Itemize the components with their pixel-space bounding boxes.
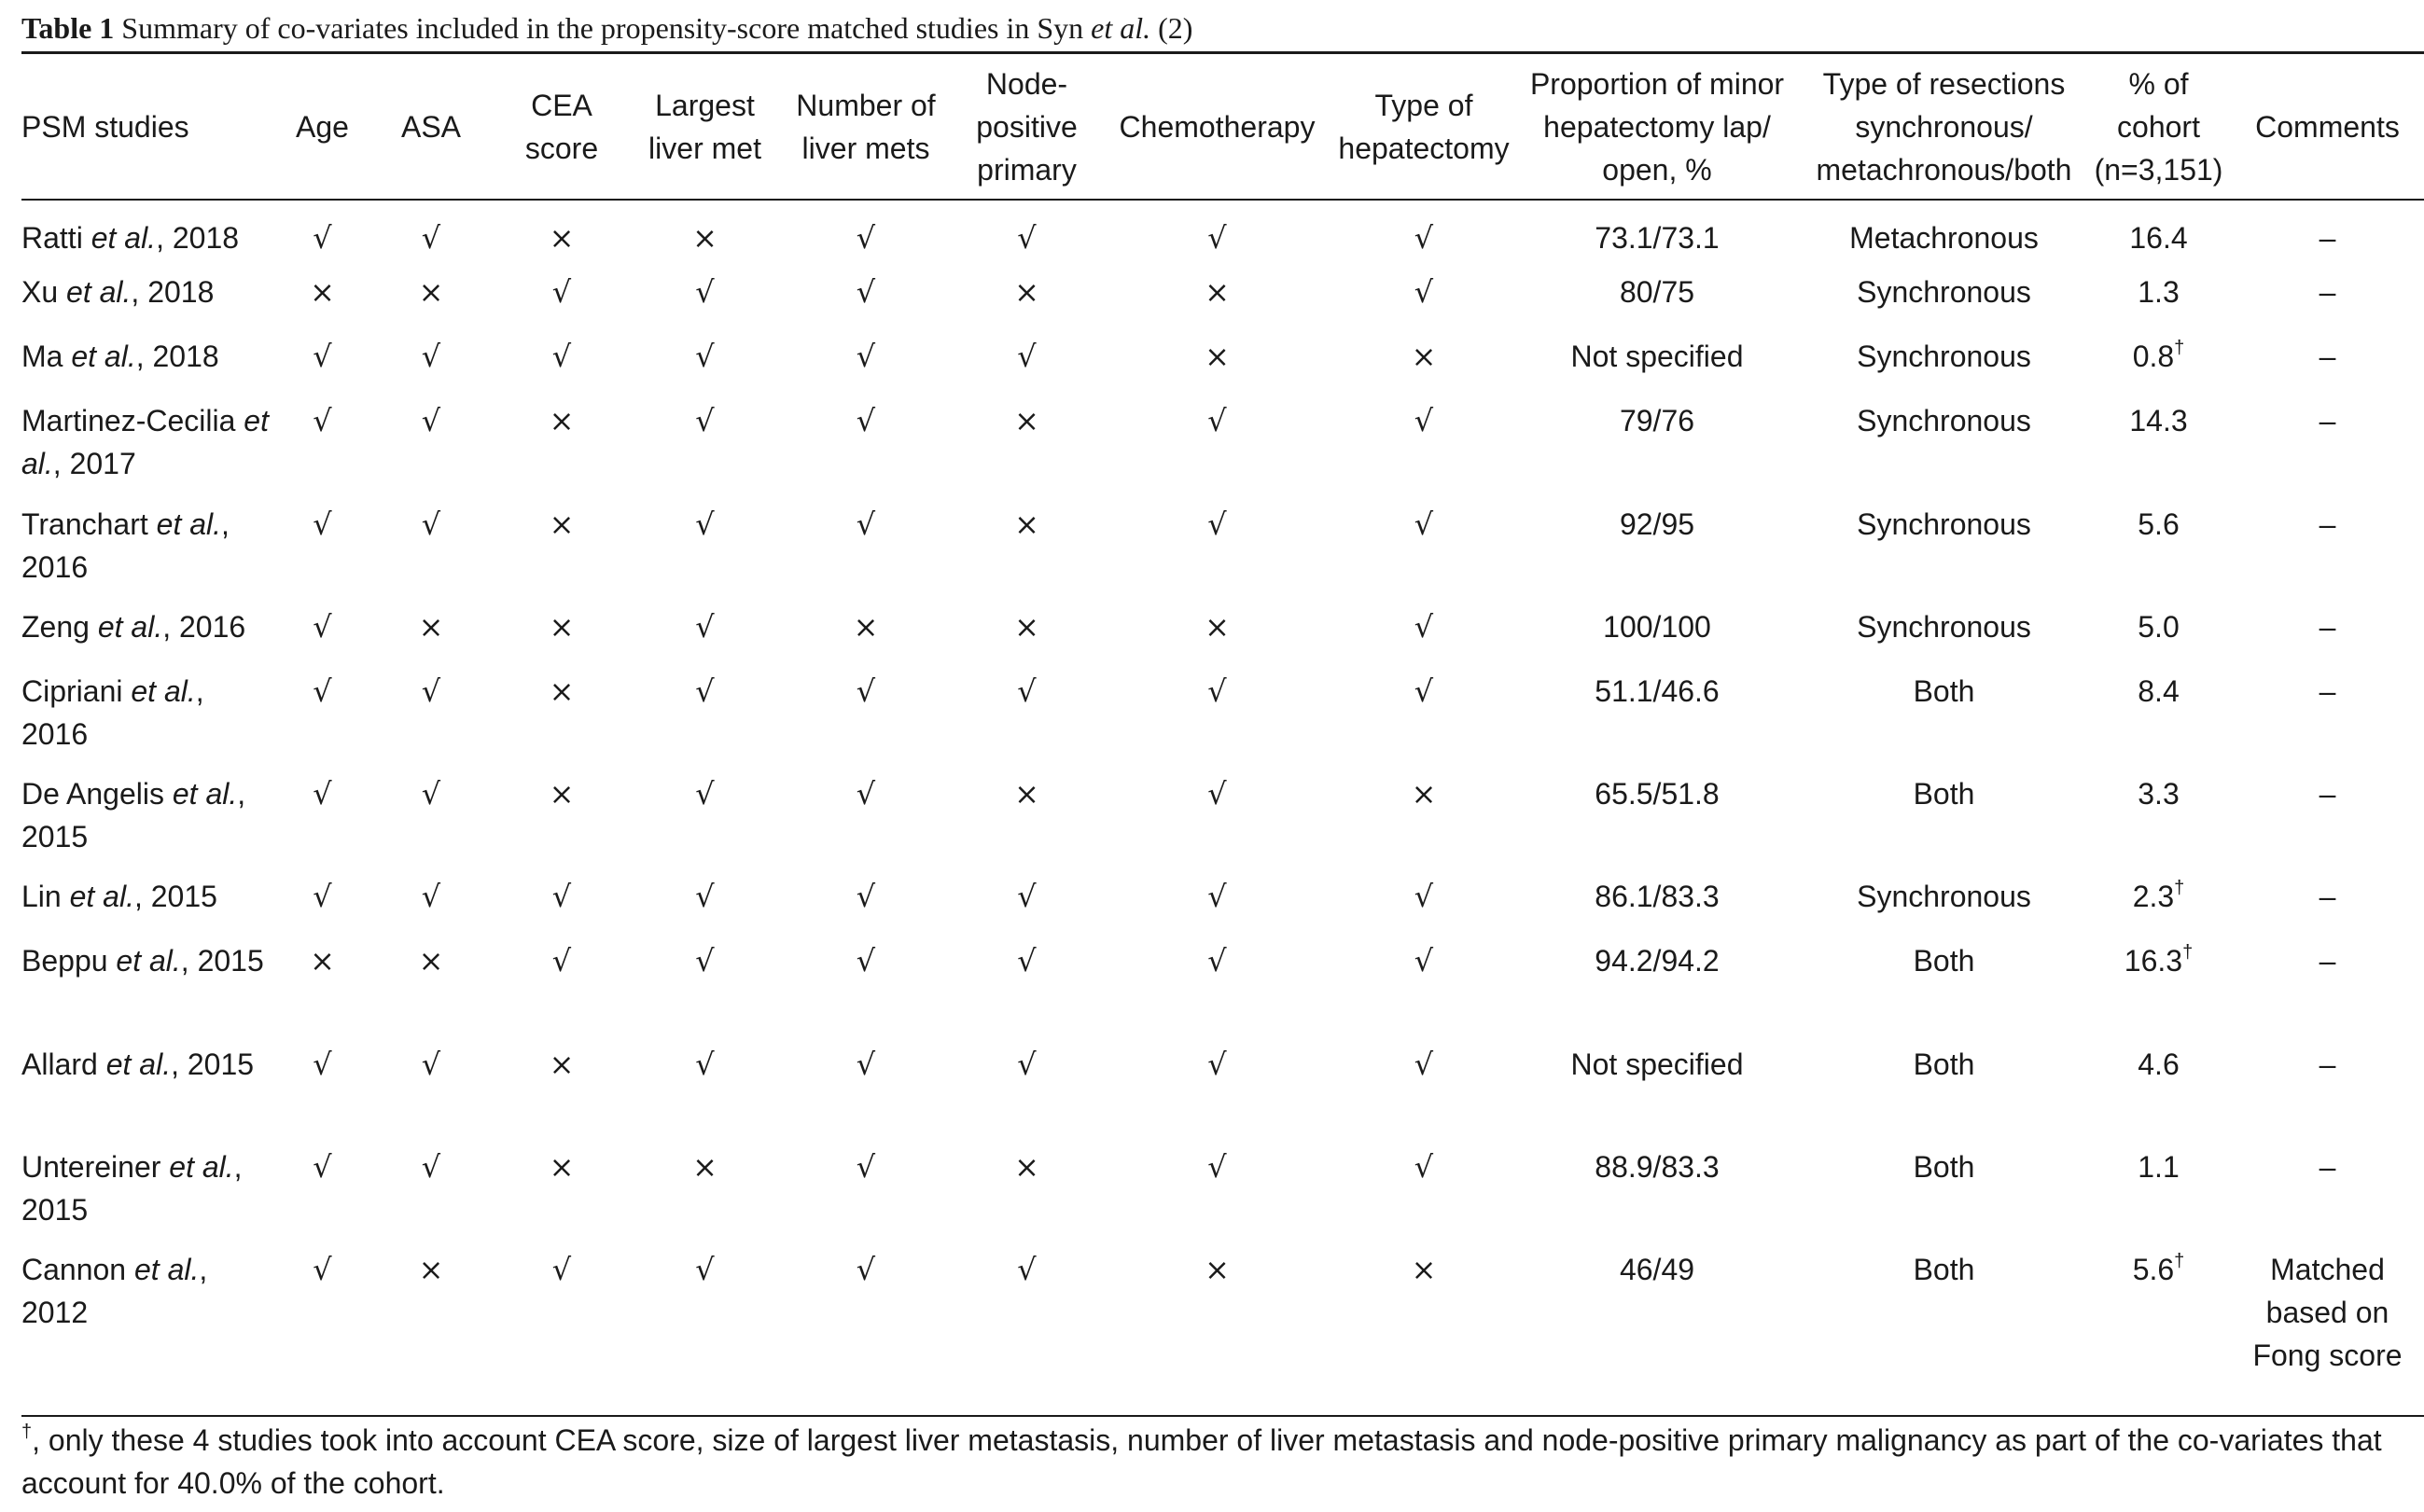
cell-asa: × (418, 274, 444, 310)
cell-study: De Angelis et al., 2015 (21, 777, 246, 853)
cell-cea: √ (551, 1252, 572, 1287)
cell-resection-type: Both (1913, 1253, 1975, 1286)
cell-chemo: √ (1207, 1047, 1227, 1082)
cell-hep-type: × (1411, 339, 1437, 374)
cell-age: √ (313, 506, 332, 542)
covariates-table (21, 54, 2424, 1397)
cell-cohort-percent: 2.3† (2132, 878, 2185, 913)
cell-node: × (1014, 506, 1039, 542)
cell-minor-proportion: 88.9/83.3 (1595, 1150, 1720, 1184)
cell-chemo: × (1205, 274, 1230, 310)
table-row (21, 934, 2424, 1037)
col-header-asa: ASA (400, 110, 462, 144)
cell-age: √ (313, 339, 332, 374)
cell-hep-type: × (1411, 776, 1437, 811)
table-row (21, 329, 2424, 394)
cell-chemo: √ (1207, 776, 1227, 811)
col-header-minor: Proportion of minor hepatectomy lap/ open, % (1529, 67, 1785, 187)
col-header-comments: Comments (2255, 110, 2400, 144)
cell-cohort-percent: 5.6† (2132, 1251, 2185, 1286)
cell-resection-type: Both (1913, 944, 1975, 978)
cell-asa: √ (421, 403, 441, 438)
cell-resection-type: Synchronous (1857, 275, 2031, 309)
cell-study: Lin et al., 2015 (21, 880, 217, 913)
header-row (21, 54, 2424, 200)
bottom-rule (21, 1415, 2424, 1417)
cell-study: Cannon et al., 2012 (21, 1253, 208, 1329)
cell-hep-type: √ (1414, 1047, 1434, 1082)
cell-number: √ (856, 506, 876, 542)
cell-node: × (1014, 403, 1039, 438)
cell-minor-proportion: 51.1/46.6 (1595, 674, 1720, 708)
cell-age: √ (313, 673, 332, 709)
cell-resection-type: Both (1913, 1150, 1975, 1184)
cell-node: × (1014, 776, 1039, 811)
cell-resection-type: Synchronous (1857, 610, 2031, 644)
cell-cea: √ (551, 943, 572, 978)
cell-cohort-percent: 16.3† (2124, 942, 2194, 978)
dagger-mark: † (2182, 942, 2194, 963)
cell-comments: – (2319, 275, 2336, 309)
cell-number: √ (856, 943, 876, 978)
cell-comments: – (2319, 340, 2336, 373)
cell-comments: – (2319, 1150, 2336, 1184)
cell-chemo: × (1205, 1252, 1230, 1287)
dagger-mark: † (2174, 338, 2185, 358)
cell-largest: √ (695, 1047, 715, 1082)
cell-chemo: × (1205, 609, 1230, 645)
cell-hep-type: √ (1414, 879, 1434, 914)
col-header-largest: Largest liver met (648, 89, 761, 165)
cell-resection-type: Synchronous (1857, 404, 2031, 437)
cell-number: √ (856, 274, 876, 310)
cell-study: Allard et al., 2015 (21, 1047, 255, 1081)
cell-number: √ (856, 1252, 876, 1287)
cell-cohort-percent: 14.3 (2129, 404, 2188, 437)
cell-cohort-percent: 0.8† (2132, 338, 2185, 373)
cell-largest: √ (695, 403, 715, 438)
footnote-dagger: † (21, 1422, 33, 1442)
cell-chemo: √ (1207, 879, 1227, 914)
dagger-mark: † (2174, 878, 2185, 898)
cell-number: √ (856, 879, 876, 914)
cell-age: × (310, 274, 335, 310)
cell-minor-proportion: 100/100 (1603, 610, 1711, 644)
cell-cea: × (549, 220, 575, 256)
cell-largest: √ (695, 339, 715, 374)
cell-asa: √ (421, 879, 441, 914)
caption-ref: (2) (1158, 11, 1193, 45)
cell-node: × (1014, 1149, 1039, 1185)
cell-number: × (853, 609, 879, 645)
cell-node: √ (1017, 220, 1037, 256)
cell-number: √ (856, 220, 876, 256)
cell-comments: – (2319, 944, 2336, 978)
cell-minor-proportion: 94.2/94.2 (1595, 944, 1720, 978)
cell-cea: × (549, 776, 575, 811)
cell-chemo: √ (1207, 1149, 1227, 1185)
footnote-text: , only these 4 studies took into account CEA score, size of largest liver metastasis, number of liver metastasis and node-positive primary malignancy as part of the co-variates that account for 40.0% of the cohort. (21, 1423, 2382, 1500)
cell-age: √ (313, 776, 332, 811)
cell-cea: √ (551, 339, 572, 374)
cell-asa: × (418, 1252, 444, 1287)
table-row (21, 265, 2424, 329)
cell-minor-proportion: 46/49 (1619, 1253, 1695, 1286)
cell-study: Cipriani et al., 2016 (21, 674, 204, 751)
cell-cohort-percent: 1.3 (2138, 275, 2180, 309)
cell-resection-type: Synchronous (1857, 340, 2031, 373)
col-header-hep-type: Type of hepatectomy (1338, 89, 1510, 165)
col-header-cea: CEA score (524, 89, 599, 165)
cell-largest: × (692, 1149, 717, 1185)
cell-hep-type: √ (1414, 1149, 1434, 1185)
cell-comments: – (2319, 221, 2336, 255)
table-row (21, 869, 2424, 934)
cell-chemo: √ (1207, 403, 1227, 438)
cell-largest: √ (695, 943, 715, 978)
cell-hep-type: √ (1414, 403, 1434, 438)
col-header-age: Age (296, 110, 349, 144)
cell-cohort-percent: 5.6 (2138, 507, 2180, 541)
cell-largest: √ (695, 776, 715, 811)
dagger-mark: † (2174, 1251, 2185, 1271)
cell-asa: √ (421, 339, 441, 374)
cell-number: √ (856, 1149, 876, 1185)
cell-largest: √ (695, 274, 715, 310)
cell-minor-proportion: 73.1/73.1 (1595, 221, 1720, 255)
cell-cea: × (549, 1047, 575, 1082)
cell-study: Zeng et al., 2016 (21, 610, 246, 644)
cell-minor-proportion: 65.5/51.8 (1595, 777, 1720, 811)
cell-age: × (310, 943, 335, 978)
cell-resection-type: Synchronous (1857, 880, 2031, 913)
cell-hep-type: √ (1414, 609, 1434, 645)
cell-chemo: √ (1207, 943, 1227, 978)
cell-largest: √ (695, 673, 715, 709)
table-row (21, 1242, 2424, 1397)
cell-chemo: √ (1207, 220, 1227, 256)
cell-study: Xu et al., 2018 (21, 275, 215, 309)
cell-cea: × (549, 1149, 575, 1185)
cell-cea: × (549, 673, 575, 709)
cell-node: × (1014, 274, 1039, 310)
cell-cea: × (549, 506, 575, 542)
cell-asa: √ (421, 1047, 441, 1082)
cell-asa: × (418, 943, 444, 978)
cell-chemo: × (1205, 339, 1230, 374)
cell-minor-proportion: 80/75 (1619, 275, 1695, 309)
table-row (21, 600, 2424, 664)
cell-comments: – (2319, 880, 2336, 913)
col-header-chemo: Chemotherapy (1119, 110, 1316, 144)
cell-resection-type: Synchronous (1857, 507, 2031, 541)
cell-node: √ (1017, 673, 1037, 709)
cell-cea: √ (551, 879, 572, 914)
cell-study: Tranchart et al., 2016 (21, 507, 230, 584)
cell-hep-type: √ (1414, 673, 1434, 709)
cell-comments: – (2319, 507, 2336, 541)
cell-resection-type: Both (1913, 777, 1975, 811)
table-caption (21, 7, 2410, 49)
cell-chemo: √ (1207, 673, 1227, 709)
cell-age: √ (313, 1149, 332, 1185)
cell-node: √ (1017, 1252, 1037, 1287)
cell-largest: √ (695, 506, 715, 542)
cell-resection-type: Metachronous (1849, 221, 2039, 255)
cell-comments: – (2319, 674, 2336, 708)
col-header-study: PSM studies (21, 110, 189, 144)
cell-cohort-percent: 5.0 (2138, 610, 2180, 644)
cell-age: √ (313, 1252, 332, 1287)
cell-asa: √ (421, 1149, 441, 1185)
table-row (21, 394, 2424, 497)
cell-age: √ (313, 609, 332, 645)
cell-node: √ (1017, 1047, 1037, 1082)
table-row (21, 664, 2424, 767)
cell-asa: √ (421, 673, 441, 709)
cell-study: Martinez-Cecilia et al., 2017 (21, 404, 269, 480)
cell-hep-type: √ (1414, 943, 1434, 978)
cell-cohort-percent: 8.4 (2138, 674, 2180, 708)
table-row (21, 497, 2424, 600)
cell-study: Ratti et al., 2018 (21, 221, 240, 255)
cell-hep-type: √ (1414, 274, 1434, 310)
cell-number: √ (856, 403, 876, 438)
cell-study: Ma et al., 2018 (21, 340, 219, 373)
cell-cea: × (549, 609, 575, 645)
cell-minor-proportion: Not specified (1570, 340, 1744, 373)
cell-minor-proportion: Not specified (1570, 1047, 1744, 1081)
cell-asa: √ (421, 220, 441, 256)
caption-text: Summary of co-variates included in the propensity-score matched studies in Syn (121, 11, 1084, 45)
cell-hep-type: × (1411, 1252, 1437, 1287)
col-header-resection: Type of resections synchronous/ metachronous/both (1816, 67, 2072, 187)
cell-number: √ (856, 1047, 876, 1082)
cell-age: √ (313, 220, 332, 256)
cell-age: √ (313, 879, 332, 914)
cell-chemo: √ (1207, 506, 1227, 542)
table-row (21, 1037, 2424, 1140)
cell-cohort-percent: 16.4 (2129, 221, 2188, 255)
cell-comments: – (2319, 610, 2336, 644)
cell-cea: √ (551, 274, 572, 310)
cell-comments: – (2319, 777, 2336, 811)
table-footnote (21, 1419, 2410, 1505)
caption-italic: et al. (1091, 11, 1151, 45)
cell-minor-proportion: 92/95 (1619, 507, 1695, 541)
col-header-node: Node- positive primary (976, 67, 1078, 187)
cell-largest: √ (695, 879, 715, 914)
cell-age: √ (313, 1047, 332, 1082)
table-row (21, 767, 2424, 869)
cell-comments: – (2319, 404, 2336, 437)
cell-asa: √ (421, 506, 441, 542)
col-header-number: Number of liver mets (796, 89, 936, 165)
cell-age: √ (313, 403, 332, 438)
cell-cohort-percent: 1.1 (2138, 1150, 2180, 1184)
cell-study: Untereiner et al., 2015 (21, 1150, 243, 1227)
cell-resection-type: Both (1913, 1047, 1975, 1081)
table-document (21, 0, 2424, 1512)
cell-minor-proportion: 86.1/83.3 (1595, 880, 1720, 913)
table-label: Table 1 (21, 11, 115, 45)
table-row (21, 1140, 2424, 1242)
cell-largest: × (692, 220, 717, 256)
cell-asa: √ (421, 776, 441, 811)
cell-comments: – (2319, 1047, 2336, 1081)
cell-node: √ (1017, 339, 1037, 374)
cell-number: √ (856, 673, 876, 709)
cell-asa: × (418, 609, 444, 645)
cell-cohort-percent: 3.3 (2138, 777, 2180, 811)
cell-resection-type: Both (1913, 674, 1975, 708)
cell-number: √ (856, 776, 876, 811)
cell-comments: Matched based on Fong score (2252, 1253, 2403, 1372)
cell-number: √ (856, 339, 876, 374)
cell-largest: √ (695, 1252, 715, 1287)
cell-study: Beppu et al., 2015 (21, 944, 264, 978)
cell-node: √ (1017, 879, 1037, 914)
cell-cohort-percent: 4.6 (2138, 1047, 2180, 1081)
cell-largest: √ (695, 609, 715, 645)
cell-cea: × (549, 403, 575, 438)
cell-node: √ (1017, 943, 1037, 978)
cell-hep-type: √ (1414, 220, 1434, 256)
cell-hep-type: √ (1414, 506, 1434, 542)
table-row (21, 200, 2424, 265)
col-header-cohort: % of cohort (n=3,151) (2094, 67, 2223, 187)
cell-node: × (1014, 609, 1039, 645)
cell-minor-proportion: 79/76 (1619, 404, 1695, 437)
